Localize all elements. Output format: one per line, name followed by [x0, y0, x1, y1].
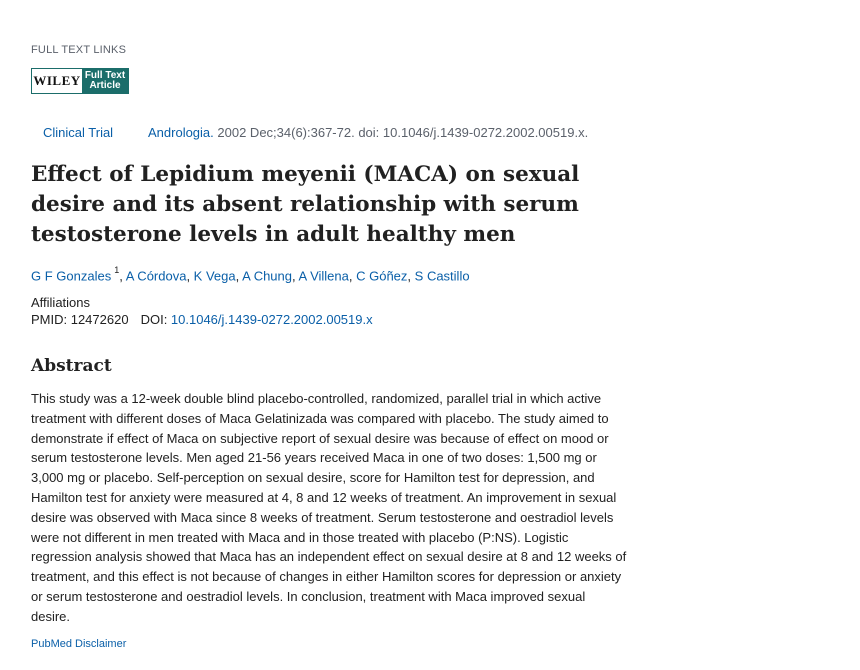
author-link[interactable]: A Villena [298, 268, 349, 284]
affiliations-toggle[interactable]: Affiliations [31, 295, 91, 310]
journal-citation [148, 125, 588, 140]
doi-link[interactable]: 10.1046/j.1439-0272.2002.00519.x [170, 312, 373, 327]
author-link[interactable]: C Góñez [356, 268, 408, 284]
author-list: G F Gonzales $^1$, A Córdova, K Vega, A Chung, A Villena, C Góñez, S Castillo [31, 265, 470, 284]
full-text-article-label [82, 69, 128, 93]
article-ids [31, 312, 373, 327]
affiliation-marker[interactable]: 1 [114, 265, 120, 275]
article-label: Article [89, 80, 121, 91]
publication-type-link[interactable]: Clinical Trial [43, 125, 114, 140]
article-title: Effect of Lepidium meyenii (MACA) on sexual desire and its absent relationship with serum testosterone levels in adult healthy men [31, 162, 580, 247]
citation-details: 2002 Dec;34(6):367-72. doi: 10.1046/j.1439-0272.2002.00519.x. [213, 125, 589, 140]
doi-label: DOI: [140, 312, 171, 327]
wiley-logo: WILEY [32, 69, 82, 93]
wiley-full-text-link[interactable] [31, 68, 129, 94]
author-link[interactable]: S Castillo [414, 268, 470, 284]
pmid: PMID: 12472620 [31, 312, 129, 327]
full-text-links-heading: FULL TEXT LINKS [31, 44, 127, 56]
author-link[interactable]: K Vega [193, 268, 236, 284]
abstract-text: This study was a 12-week double blind placebo-controlled, randomized, parallel trial in which active treatment with different doses of Maca Gelatinizada was compared with placebo. The study aimed to demonstrate if effect of Maca on subjective report of sexual desire was because of effect on mood or serum testosterone levels. Men aged 21-56 years received Maca in one of two doses: 1,500 mg or 3,000 mg or placebo. Self-perception on sexual desire, score for Hamilton test for depression, and Hamilton test for anxiety were measured at 4, 8 and 12 weeks of treatment. An improvement in sexual desire was observed with Maca since 8 weeks of treatment. Serum testosterone and oestradiol levels were not different in men treated with Maca and in those treated with placebo (P:NS). Logistic regression analysis showed that Maca has an independent effect on sexual desire at 8 and 12 weeks of treatment, and this effect is not because of changes in either Hamilton scores for depression or anxiety or serum testosterone and oestradiol levels. In conclusion, treatment with Maca improved sexual desire. [31, 391, 627, 624]
pubmed-disclaimer-link[interactable]: PubMed Disclaimer [31, 638, 127, 650]
author-link[interactable]: A Córdova [125, 268, 187, 284]
abstract-heading: Abstract [31, 356, 112, 376]
journal-link[interactable]: Andrologia. [148, 125, 214, 140]
author-link[interactable]: G F Gonzales [31, 268, 112, 284]
author-link[interactable]: A Chung [242, 268, 292, 284]
full-text-label: Full Text [84, 70, 126, 81]
